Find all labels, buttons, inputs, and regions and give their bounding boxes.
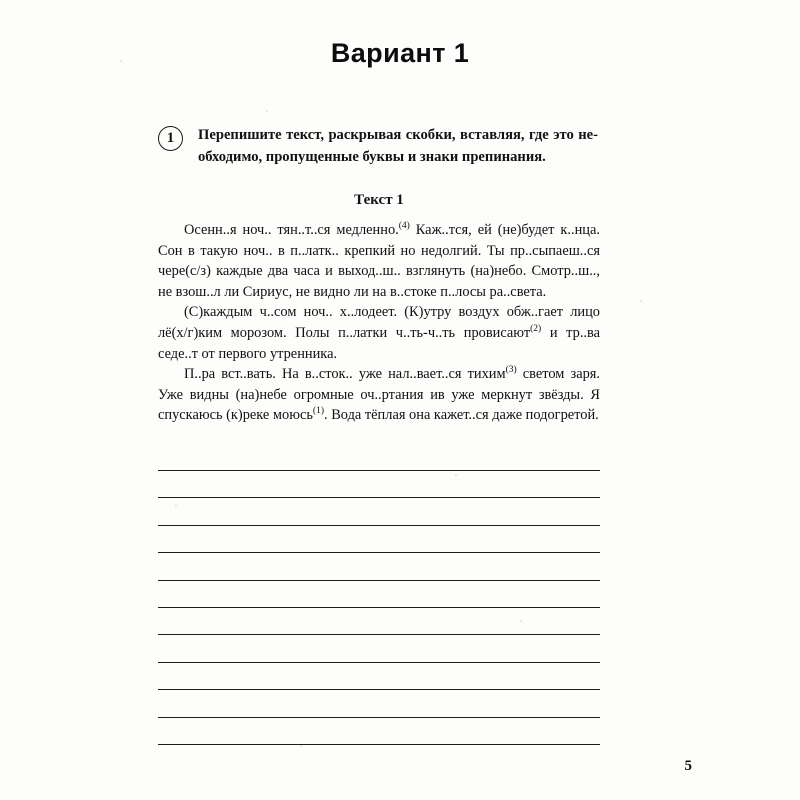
analysis-marker: (1) [312,406,324,417]
analysis-marker: (3) [505,365,517,376]
analysis-marker: (4) [398,221,410,232]
passage-paragraph: (С)каждым ч..сом ноч.. х..лодеет. (К)утру воздух обж..гает лицо лё(х/г)ким морозом. Полы п..латки ч..ть-ч..ть провисают$^{(2)}$ и тр..ва седе..т от первого утренника. [158,304,601,362]
answer-line[interactable] [158,497,600,498]
task-block [158,124,598,168]
answer-line[interactable] [158,525,600,526]
answer-line[interactable] [158,717,600,718]
answer-line[interactable] [158,744,600,745]
passage-body [158,220,600,426]
answer-lines-area [158,470,600,771]
task-number-badge: 1 [158,126,183,151]
page-title: Вариант 1 [330,38,470,68]
answer-line[interactable] [158,634,600,635]
answer-line[interactable] [158,580,600,581]
task-instruction: Перепишите текст, раскрывая скобки, вставляя, где это не-обходимо, пропущенные буквы и знаки препинания. [198,127,598,165]
text-heading: Текст 1 [354,192,404,208]
answer-line[interactable] [158,470,600,471]
page-number: 5 [684,758,692,774]
answer-line[interactable] [158,689,600,690]
scan-speck [640,300,642,302]
answer-line[interactable] [158,662,600,663]
passage-paragraph: Осенн..я ноч.. тян..т..ся медленно.$^{(4)}$ Каж..тся, ей (не)будет к..нца. Сон в такую ноч.. в п..латк.. крепкий но недолгий. Ты пр..сыпаеш..ся чере(с/з) каждые два часа и выход..ш.. взглянуть (на)небо. Смотр..ш.., не взош..л ли Сириус, не видно ли на в..стоке п..лосы ра..света. [158,221,600,300]
answer-line[interactable] [158,552,600,553]
analysis-marker: (2) [530,324,542,335]
passage-paragraph: П..ра вст..вать. На в..сток.. уже нал..вает..ся тихим$^{(3)}$ светом заря. Уже видны (на)небе огромные оч..ртания ив уже меркнут звёзды. Я спускаюсь (к)реке моюсь$^{(1)}$. Вода тёплая она кажет..ся даже подогретой. [158,365,600,424]
scan-speck [266,110,268,112]
answer-line[interactable] [158,607,600,608]
